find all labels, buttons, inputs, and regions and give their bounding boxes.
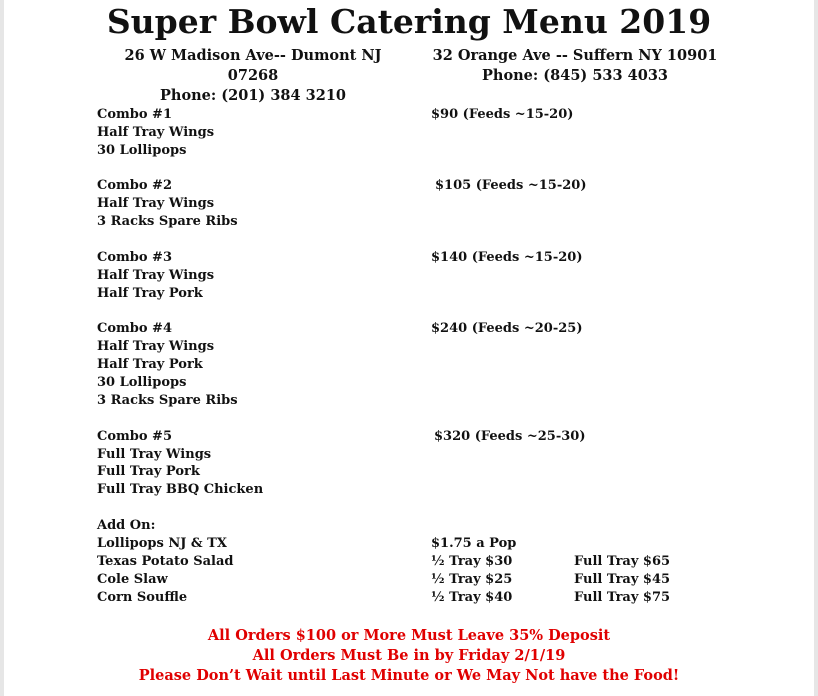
warning-notice: Please Don’t Wait until Last Minute or We May Not have the Food!: [138, 667, 680, 684]
combo-price: $105 (Feeds ~15-20): [435, 178, 587, 193]
addon-name: Lollipops NJ & TX: [97, 536, 227, 551]
combo-item: Half Tray Wings: [97, 125, 215, 140]
combo-item: Half Tray Wings: [97, 196, 215, 211]
addon-full-price: Full Tray $65: [574, 554, 671, 569]
addon-half-price: ½ Tray $40: [431, 590, 513, 605]
addon-name: Texas Potato Salad: [97, 554, 234, 569]
location-suffern: [432, 46, 718, 86]
combo-item: Full Tray Pork: [97, 464, 200, 479]
addon-heading: Add On:: [97, 518, 156, 533]
combo-name: Combo #3: [97, 250, 172, 265]
location-dumont: [100, 46, 406, 106]
combo-name: Combo #5: [97, 429, 172, 444]
deadline-notice: All Orders Must Be in by Friday 2/1/19: [252, 647, 566, 664]
combo-name: Combo #2: [97, 178, 172, 193]
addon-half-price: ½ Tray $30: [431, 554, 513, 569]
deposit-notice: All Orders $100 or More Must Leave 35% Deposit: [207, 627, 611, 644]
location-address: 32 Orange Ave -- Suffern NY 10901: [432, 47, 718, 64]
page-edge-right: [814, 0, 818, 696]
combo-item: Full Tray Wings: [97, 447, 212, 462]
combo-item: 3 Racks Spare Ribs: [97, 214, 238, 229]
combo-item: Half Tray Wings: [97, 268, 215, 283]
addon-full-price: Full Tray $45: [574, 572, 671, 587]
combo-item: Full Tray BBQ Chicken: [97, 482, 264, 497]
menu-title: Super Bowl Catering Menu 2019: [106, 2, 712, 41]
location-address: 26 W Madison Ave-- Dumont NJ 07268: [124, 47, 382, 84]
combo-price: $240 (Feeds ~20-25): [431, 321, 583, 336]
addon-price: $1.75 a Pop: [431, 536, 517, 551]
combo-item: 30 Lollipops: [97, 143, 187, 158]
combo-item: 3 Racks Spare Ribs: [97, 393, 238, 408]
page-edge-left: [0, 0, 4, 696]
combo-price: $140 (Feeds ~15-20): [431, 250, 583, 265]
combo-item: 30 Lollipops: [97, 375, 187, 390]
addon-half-price: ½ Tray $25: [431, 572, 513, 587]
combo-price: $320 (Feeds ~25-30): [434, 429, 586, 444]
addon-name: Cole Slaw: [97, 572, 168, 587]
combo-name: Combo #1: [97, 107, 172, 122]
addon-full-price: Full Tray $75: [574, 590, 671, 605]
combo-item: Half Tray Pork: [97, 286, 203, 301]
combo-name: Combo #4: [97, 321, 172, 336]
combo-price: $90 (Feeds ~15-20): [431, 107, 574, 122]
combo-item: Half Tray Wings: [97, 339, 215, 354]
location-phone: Phone: (201) 384 3210: [160, 87, 346, 104]
combo-item: Half Tray Pork: [97, 357, 203, 372]
addon-name: Corn Souffle: [97, 590, 188, 605]
location-phone: Phone: (845) 533 4033: [482, 67, 668, 84]
